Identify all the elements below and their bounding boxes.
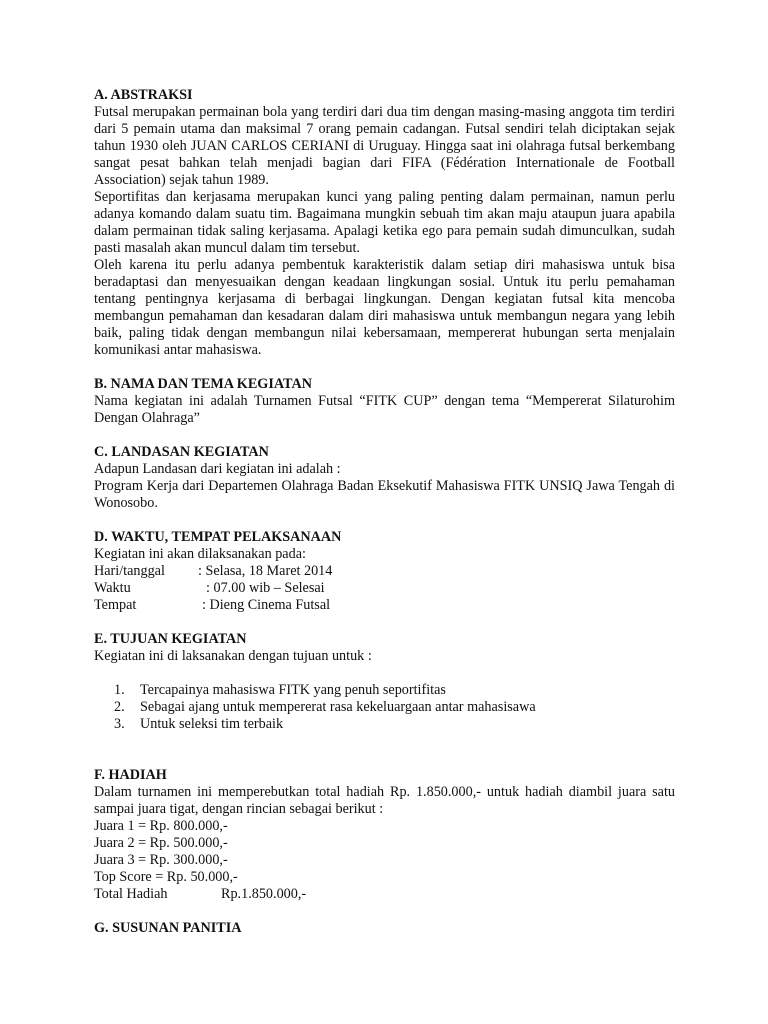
- schedule-label: Hari/tanggal: [94, 563, 165, 579]
- schedule-row: [94, 563, 675, 580]
- section-landasan: [94, 444, 675, 512]
- document-content: [94, 87, 675, 937]
- list-text: Untuk seleksi tim terbaik: [140, 716, 284, 732]
- section-susunan-panitia: [94, 920, 675, 937]
- section-tujuan: [94, 631, 675, 733]
- paragraph: Adapun Landasan dari kegiatan ini adalah :: [94, 461, 341, 477]
- schedule-value: : Dieng Cinema Futsal: [202, 597, 331, 613]
- paragraph: Seportifitas dan kerjasama merupakan kunci yang paling penting dalam permainan, namun perlu adanya komando dalam suatu tim. Bagaimana mungkin sebuah tim akan maju ataupun juara apabila dalam permainan tidak saling kerjasama. Apalagi ketika ego para pemain sudah dimunculkan, sudah pasti masalah akan muncul dalam tim tersebut.: [94, 189, 675, 256]
- list-item: [94, 682, 675, 699]
- prize-total-value: Rp.1.850.000,-: [221, 886, 307, 902]
- schedule-label: Waktu: [94, 580, 131, 596]
- list-item: [94, 699, 675, 716]
- prize-total-label: Total Hadiah: [94, 886, 168, 902]
- section-waktu-tempat: [94, 529, 675, 614]
- paragraph: Dalam turnamen ini memperebutkan total hadiah Rp. 1.850.000,- untuk hadiah diambil juara satu sampai juara tigat, dengan rincian sebagai berikut :: [94, 784, 675, 817]
- prize-line: Juara 2 = Rp. 500.000,-: [94, 835, 228, 851]
- paragraph: Futsal merupakan permainan bola yang terdiri dari dua tim dengan masing-masing anggota tim terdiri dari 5 pemain utama dan maksimal 7 orang pemain cadangan. Futsal sendiri telah diciptakan sejak tahun 1930 oleh JUAN CARLOS CERIANI di Uruguay. Hingga saat ini olahraga futsal berkembang sangat pesat bahkan telah menjadi bagian dari FIFA (Fédération Internationale de Football Association) sejak tahun 1989.: [94, 104, 675, 188]
- objective-list: [94, 682, 675, 733]
- section-heading: G. SUSUNAN PANITIA: [94, 920, 242, 936]
- section-abstraksi: [94, 87, 675, 359]
- list-text: Tercapainya mahasiswa FITK yang penuh seportifitas: [140, 682, 446, 698]
- paragraph: Nama kegiatan ini adalah Turnamen Futsal “FITK CUP” dengan tema “Mempererat Silaturohim Dengan Olahraga”: [94, 393, 675, 426]
- section-heading: C. LANDASAN KEGIATAN: [94, 444, 269, 460]
- list-number: 3.: [114, 716, 125, 732]
- list-number: 2.: [114, 699, 125, 715]
- section-heading: B. NAMA DAN TEMA KEGIATAN: [94, 376, 312, 392]
- list-number: 1.: [114, 682, 125, 698]
- prize-line: Top Score = Rp. 50.000,-: [94, 869, 238, 885]
- list-item: [94, 716, 675, 733]
- schedule-row: [94, 580, 675, 597]
- schedule-value: : 07.00 wib – Selesai: [206, 580, 325, 596]
- prize-line: Juara 1 = Rp. 800.000,-: [94, 818, 228, 834]
- section-hadiah: [94, 767, 675, 903]
- schedule-value: : Selasa, 18 Maret 2014: [198, 563, 333, 579]
- paragraph: Kegiatan ini akan dilaksanakan pada:: [94, 546, 306, 562]
- prize-total: [94, 886, 675, 903]
- paragraph: Program Kerja dari Departemen Olahraga Badan Eksekutif Mahasiswa FITK UNSIQ Jawa Tengah di Wonosobo.: [94, 478, 675, 511]
- section-heading: E. TUJUAN KEGIATAN: [94, 631, 247, 647]
- paragraph: Kegiatan ini di laksanakan dengan tujuan untuk :: [94, 648, 372, 664]
- section-heading: D. WAKTU, TEMPAT PELAKSANAAN: [94, 529, 342, 545]
- section-heading: F. HADIAH: [94, 767, 167, 783]
- section-heading: A. ABSTRAKSI: [94, 87, 193, 103]
- list-text: Sebagai ajang untuk mempererat rasa kekeluargaan antar mahasisawa: [140, 699, 536, 715]
- section-nama-tema: [94, 376, 675, 427]
- schedule-label: Tempat: [94, 597, 137, 613]
- paragraph: Oleh karena itu perlu adanya pembentuk karakteristik dalam setiap diri mahasiswa untuk bisa beradaptasi dan menyesuaikan dengan keadaan lingkungan sosial. Untuk itu perlu pemahaman tentang pentingnya kerjasama di berbagai lingkungan. Dengan kegiatan futsal kita mencoba membangun pemahaman dan kesadaran dalam diri mahasiswa untuk membangun negara yang lebih baik, paling tidak dengan membangun nilai kebersamaan, mempererat hubungan serta menjalain komunikasi antar mahasiswa.: [94, 257, 675, 358]
- prize-line: Juara 3 = Rp. 300.000,-: [94, 852, 228, 868]
- schedule-row: [94, 597, 675, 614]
